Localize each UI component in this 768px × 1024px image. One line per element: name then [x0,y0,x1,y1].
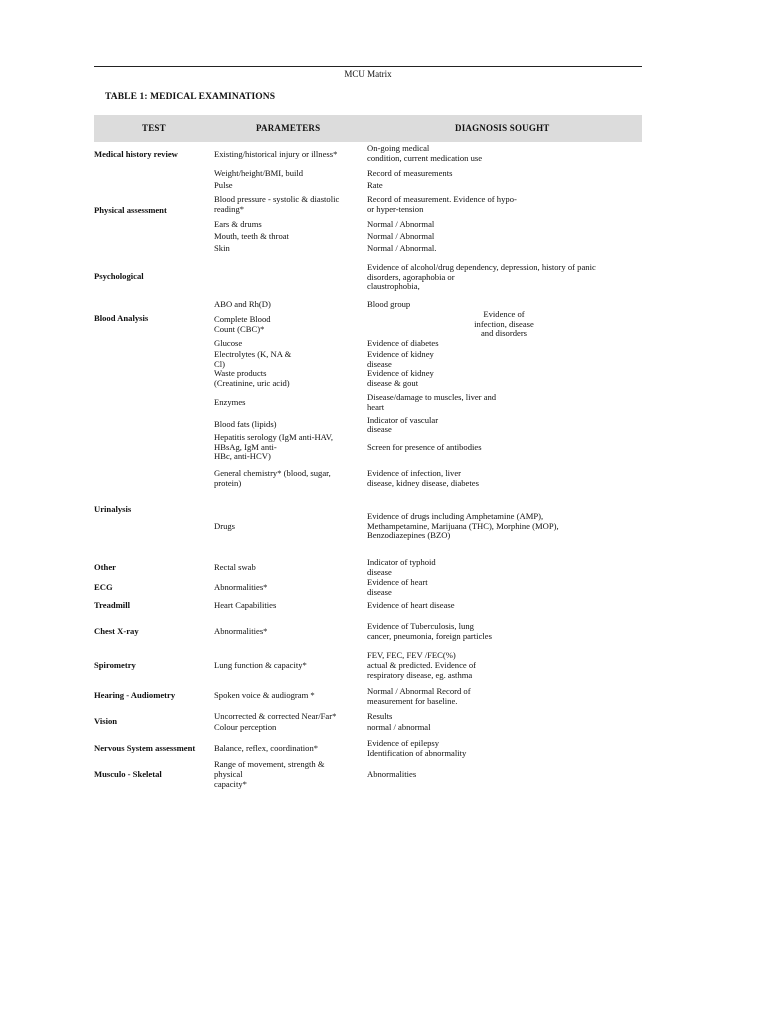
diag-infection-line3: and disorders [480,328,528,338]
diag-psych-line1: Evidence of alcohol/drug dependency, depression, history of panic [367,262,596,272]
param-hepatitis-line3: HBc, anti-HCV) [214,451,271,461]
diag-fev-line3: respiratory disease, eg. asthma [367,670,473,680]
test-musculo-skeletal: Musculo - Skeletal [94,769,162,779]
document-title: MCU Matrix [344,69,392,79]
param-cbc-line2: Count (CBC)* [214,324,265,334]
param-bp-line1: Blood pressure - systolic & diastolic [214,194,340,204]
diag-ears: Normal / Abnormal [367,219,435,229]
param-hepatitis-line1: Hepatitis serology (IgM anti-HAV, [214,432,334,442]
diag-kidney-gout-line2: disease & gout [367,378,419,388]
param-skin: Skin [214,243,230,253]
diag-skin: Normal / Abnormal. [367,243,437,253]
diag-hearing-line1: Normal / Abnormal Record of [367,686,471,696]
param-cbc-line1: Complete Blood [214,314,271,324]
param-hepatitis-line2: HBsAg, IgM anti- [214,442,277,452]
test-ecg: ECG [94,582,113,592]
test-vision: Vision [94,716,118,726]
param-range-line1: Range of movement, strength & [214,759,325,769]
diag-fev-line2: actual & predicted. Evidence of [367,660,477,670]
diag-kidney-gout-line1: Evidence of kidney [367,368,434,378]
param-balance: Balance, reflex, coordination* [214,743,319,753]
param-heart-capabilities: Heart Capabilities [214,600,277,610]
test-psychological: Psychological [94,271,144,281]
diag-ongoing-line2: condition, current medication use [367,153,483,163]
diag-muscles-line2: heart [367,402,385,412]
diag-ongoing-line1: On-going medical [367,143,430,153]
diag-epilepsy-line1: Evidence of epilepsy [367,738,440,748]
diag-bp-line1: Record of measurement. Evidence of hypo- [367,194,517,204]
diag-tb-line1: Evidence of Tuberculosis, lung [367,621,474,631]
param-enzymes: Enzymes [214,397,246,407]
diag-infection-line1: Evidence of [483,309,525,319]
param-vision-line1: Uncorrected & corrected Near/Far* [214,711,337,721]
param-lung-function: Lung function & capacity* [214,660,307,670]
diag-drugs-line1: Evidence of drugs including Amphetamine (AMP), [367,511,544,521]
param-bp-line2: reading* [214,204,245,214]
test-treadmill: Treadmill [94,600,130,610]
test-nervous-system: Nervous System assessment [94,743,196,753]
diag-typhoid-line1: Indicator of typhoid [367,557,436,567]
param-existing-injury: Existing/historical injury or illness* [214,149,338,159]
diag-results-line1: Results [367,711,393,721]
param-rectal-swab: Rectal swab [214,562,256,572]
top-rule [94,66,642,67]
param-glucose: Glucose [214,338,243,348]
diag-typhoid-line2: disease [367,567,392,577]
diag-vascular-line1: Indicator of vascular [367,415,439,425]
diag-drugs-line3: Benzodiazepines (BZO) [367,530,451,540]
header-test: TEST [142,123,166,133]
diag-general-line2: disease, kidney disease, diabetes [367,478,479,488]
param-ecg-abnormalities: Abnormalities* [214,582,268,592]
param-blood-fats: Blood fats (lipids) [214,419,277,429]
test-chest-xray: Chest X-ray [94,626,139,636]
diag-infection-line2: infection, disease [474,319,534,329]
param-range-line2: physical [214,769,243,779]
diag-heart-line2: disease [367,587,392,597]
param-electrolytes-line2: Cl) [214,359,225,369]
param-chest-abnormalities: Abnormalities* [214,626,268,636]
test-hearing: Hearing - Audiometry [94,690,176,700]
param-range-line3: capacity* [214,779,247,789]
param-mouth: Mouth, teeth & throat [214,231,289,241]
diag-abnormalities: Abnormalities [367,769,417,779]
diag-tb-line2: cancer, pneumonia, foreign particles [367,631,492,641]
diag-hearing-line2: measurement for baseline. [367,696,458,706]
test-other: Other [94,562,116,572]
test-physical-assessment: Physical assessment [94,205,167,215]
header-diagnosis: DIAGNOSIS SOUGHT [455,123,550,133]
diag-heart-disease: Evidence of heart disease [367,600,455,610]
diag-mouth: Normal / Abnormal [367,231,435,241]
header-parameters: PARAMETERS [256,123,321,133]
diag-blood-group: Blood group [367,299,411,309]
diag-psych-line3: claustrophobia, [367,281,420,291]
diag-kidney-line2: disease [367,359,392,369]
diag-epilepsy-line2: Identification of abnormality [367,748,467,758]
param-pulse: Pulse [214,180,233,190]
param-spoken-voice: Spoken voice & audiogram * [214,690,315,700]
param-abo: ABO and Rh(D) [214,299,271,309]
diag-heart-line1: Evidence of heart [367,577,428,587]
diag-antibodies: Screen for presence of antibodies [367,442,482,452]
test-urinalysis: Urinalysis [94,504,132,514]
param-chemistry-line2: protein) [214,478,242,488]
diag-results-line2: normal / abnormal [367,722,431,732]
diag-kidney-line1: Evidence of kidney [367,349,434,359]
diag-muscles-line1: Disease/damage to muscles, liver and [367,392,497,402]
diag-general-line1: Evidence of infection, liver [367,468,462,478]
table-title: TABLE 1: MEDICAL EXAMINATIONS [105,92,276,102]
diag-record: Record of measurements [367,168,453,178]
param-drugs: Drugs [214,521,236,531]
param-ears: Ears & drums [214,219,262,229]
table-header [94,115,642,142]
diag-fev-line1: FEV, FEC, FEV /FEC(%) [367,650,456,660]
diag-psych-line2: disorders, agoraphobia or [367,272,455,282]
diag-bp-line2: or hyper-tension [367,204,424,214]
param-chemistry-line1: General chemistry* (blood, sugar, [214,468,331,478]
param-weight: Weight/height/BMI, build [214,168,304,178]
test-blood-analysis: Blood Analysis [94,313,149,323]
diag-vascular-line2: disease [367,424,392,434]
param-vision-line2: Colour perception [214,722,277,732]
param-electrolytes-line1: Electrolytes (K, NA & [214,349,292,359]
diag-diabetes: Evidence of diabetes [367,338,439,348]
test-medical-history: Medical history review [94,149,178,159]
diag-drugs-line2: Methampetamine, Marijuana (THC), Morphine (MOP), [367,521,559,531]
test-spirometry: Spirometry [94,660,136,670]
param-waste-line2: (Creatinine, uric acid) [214,378,290,388]
diag-rate: Rate [367,180,383,190]
param-waste-line1: Waste products [214,368,267,378]
